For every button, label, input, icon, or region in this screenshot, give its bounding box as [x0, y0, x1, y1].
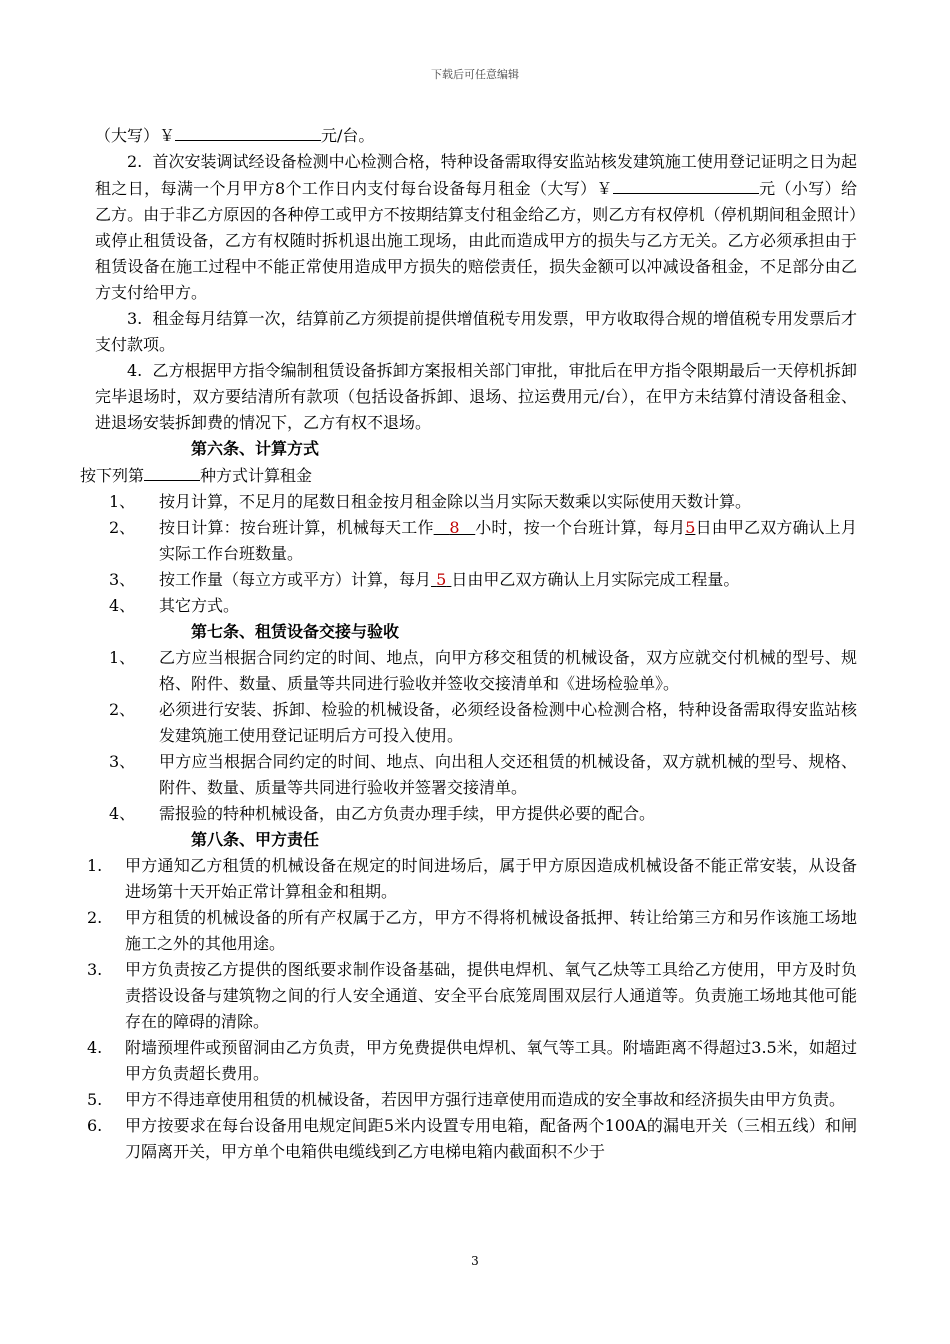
- section-7-item-4: 4、 需报验的特种机械设备，由乙方负责办理手续，甲方提供必要的配合。: [109, 804, 656, 823]
- page-header: 下载后可任意编辑: [431, 68, 519, 81]
- clause-5-2: 2. 首次安装调试经设备检测中心检测合格，特种设备需取得安监站核发建筑施工使用登记证明之日为起租之日，每满一个月甲方8个工作日内支付每台设备每月租金（大写）￥ 元（小写）给乙方。由于非乙方原因的各种停工或甲方不按期结算支付租金给乙方，则乙方有权停机（停机期间租金照计）或停止租赁设备，乙方有权随时拆机退出施工现场，由此而造成甲方的损失与乙方无关。乙方必须承担由于租赁设备在施工过程中不能正常使用造成甲方损失的赔偿责任，损失金额可以冲减设备租金，不足部分由乙方支付给甲方。: [95, 152, 857, 302]
- section-8-item-2: 2. 甲方租赁的机械设备的所有产权属于乙方，甲方不得将机械设备抵押、转让给第三方和另作该施工场地施工之外的其他用途。: [87, 908, 857, 953]
- section-8-item-1: 1. 甲方通知乙方租赁的机械设备在规定的时间进场后，属于甲方原因造成机械设备不能正常安装，从设备进场第十天开始正常计算租金和租期。: [87, 856, 857, 901]
- section-6-item-1: 1、 按月计算，不足月的尾数日租金按月租金除以当月实际天数乘以实际使用天数计算。: [109, 492, 752, 511]
- hours-value: 8: [449, 518, 460, 537]
- page-number: 3: [471, 1254, 479, 1268]
- monthly-rent-blank: [613, 175, 759, 194]
- section-6-intro: 按下列第 种方式计算租金: [80, 462, 857, 489]
- section-7-title: 第七条、租赁设备交接与验收: [191, 622, 400, 641]
- section-6-item-3: 3、 按工作量（每立方或平方）计算，每月 5 日由甲乙双方确认上月实际完成工程量。: [109, 570, 740, 589]
- clause-5-3: 3. 租金每月结算一次，结算前乙方须提前提供增值税专用发票，甲方收取得合规的增值税专用发票后才支付款项。: [95, 309, 857, 354]
- method-blank: [144, 462, 200, 481]
- section-8-item-5: 5. 甲方不得违章使用租赁的机械设备，若因甲方强行违章使用而造成的安全事故和经济损失由甲方负责。: [87, 1090, 846, 1109]
- section-6-title: 第六条、计算方式: [191, 439, 320, 458]
- section-7-item-2: 2、 必须进行安装、拆卸、检验的机械设备，必须经设备检测中心检测合格，特种设备需取得安监站核发建筑施工使用登记证明后方可投入使用。: [109, 700, 857, 745]
- daxie-line: （大写）￥ 元/台。: [95, 122, 857, 149]
- section-6-item-4: 4、 其它方式。: [109, 596, 240, 615]
- section-7-item-1: 1、 乙方应当根据合同约定的时间、地点，向甲方移交租赁的机械设备，双方应就交付机械的型号、规格、附件、数量、质量等共同进行验收并签收交接清单和《进场检验单》。: [109, 648, 857, 693]
- amount-blank: [175, 122, 321, 141]
- day-value: 5: [685, 518, 696, 537]
- section-6-item-2: 2、 按日计算：按台班计算，机械每天工作 8 小时，按一个台班计算，每月5日由甲乙双方确认上月实际工作台班数量。: [109, 518, 857, 563]
- section-8-item-3: 3. 甲方负责按乙方提供的图纸要求制作设备基础，提供电焊机、氧气乙炔等工具给乙方使用，甲方及时负责搭设设备与建筑物之间的行人安全通道、安全平台底笼周围双层行人通道等。负责施工场地其他可能存在的障碍的清除。: [87, 960, 857, 1031]
- document-body: [80, 122, 857, 1165]
- section-8-title: 第八条、甲方责任: [191, 830, 320, 849]
- clause-5-4: 4. 乙方根据甲方指令编制租赁设备拆卸方案报相关部门审批，审批后在甲方指令限期最后一天停机拆卸完毕退场时，双方要结清所有款项（包括设备拆卸、退场、拉运费用元/台），在甲方未结算付清设备租金、进退场安装拆卸费的情况下，乙方有权不退场。: [95, 361, 857, 432]
- section-7-item-3: 3、 甲方应当根据合同约定的时间、地点、向出租人交还租赁的机械设备，双方就机械的型号、规格、附件、数量、质量等共同进行验收并签署交接清单。: [109, 752, 857, 797]
- day-value: 5: [436, 570, 447, 589]
- section-8-item-4: 4. 附墙预埋件或预留洞由乙方负责，甲方免费提供电焊机、氧气等工具。附墙距离不得超过3.5米，如超过甲方负责超长费用。: [87, 1038, 857, 1083]
- section-8-item-6: 6. 甲方按要求在每台设备用电规定间距5米内设置专用电箱，配备两个100A的漏电开关（三相五线）和闸刀隔离开关，甲方单个电箱供电缆线到乙方电梯电箱内截面积不少于: [87, 1116, 857, 1161]
